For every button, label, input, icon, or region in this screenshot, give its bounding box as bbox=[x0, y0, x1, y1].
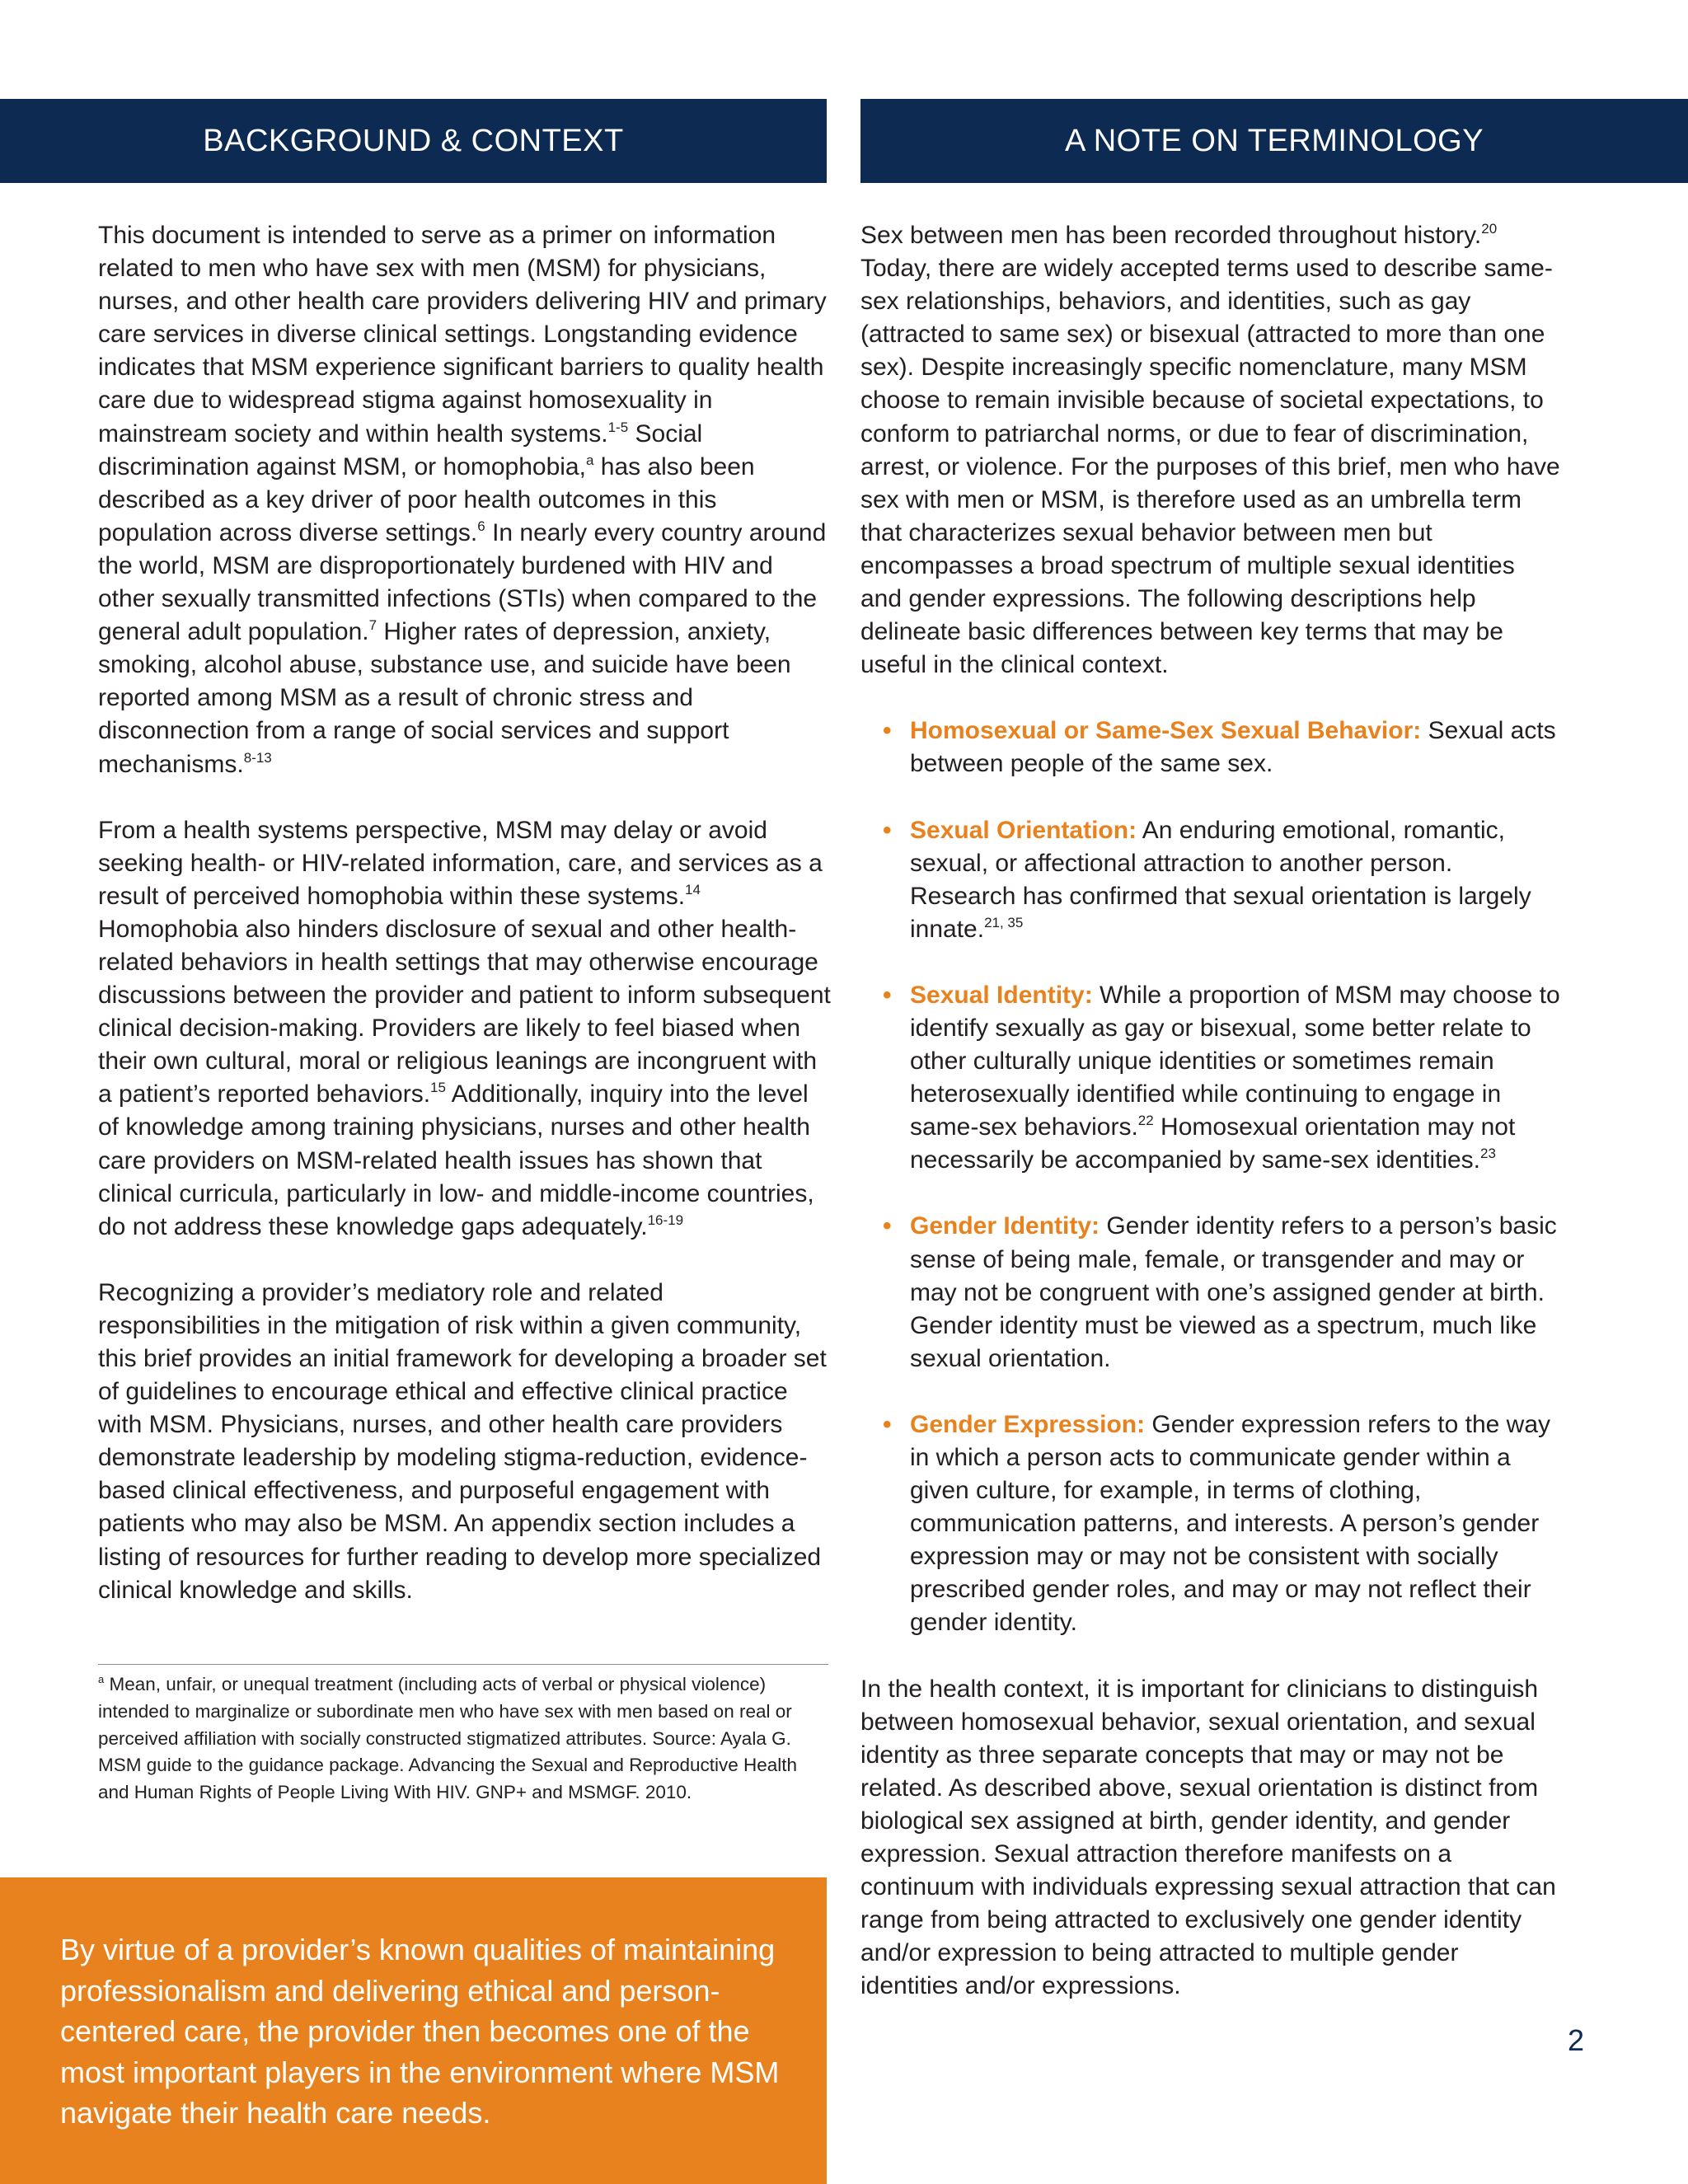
section-header-background-title: BACKGROUND & CONTEXT bbox=[203, 123, 624, 158]
text-run: This document is intended to serve as a primer on information related to men who have sex with men (MSM) for physicians, nurses, and other health care providers delivering HIV and primary care services in diverse clinical settings. Longstanding evidence indicates that MSM experience significant barriers to quality health care due to widespread stigma against homosexuality in mainstream society and within health systems. bbox=[98, 222, 827, 448]
text-run: has also been described as a key driver of poor health outcomes in this population across diverse settings. bbox=[98, 452, 755, 546]
terminology-closing-paragraph: In the health context, it is important for clinicians to distinguish between homosexual behavior, sexual orientation, and sexual identity as three separate concepts that may or may not be related. As described above, sexual orientation is distinct from biological sex assigned at birth, gender identity, and gender expression. Sexual attraction therefore manifests on a continuum with individuals expressing sexual attraction that can range from being attracted to exclusively one gender identity and/or expression to being attracted to multiple gender identities and/or expressions. bbox=[860, 1675, 1556, 2000]
text-run: Today, there are widely accepted terms used to describe same-sex relationships, behaviors, and identities, such as gay (attracted to same sex) or bisexual (attracted to more than one sex). Despite increasingly specific nomenclature, many MSM choose to remain invisible because of societal expectations, to conform to patriarchal norms, or due to fear of discrimination, arrest, or violence. For the purposes of this brief, men who have sex with men or MSM, is therefore used as an umbrella term that characterizes sexual behavior between men but encompasses a broad spectrum of multiple sexual identities and gender expressions. The following descriptions help delineate basic differences between key terms that may be useful in the clinical context. bbox=[860, 255, 1560, 679]
section-header-terminology bbox=[860, 99, 1688, 183]
bullet-icon: • bbox=[883, 1212, 892, 1240]
text-run: Homophobia also hinders disclosure of sexual and other health-related behaviors in health settings that may otherwise encourage discussions between the provider and patient to inform subsequent clinical decision-making. Providers are likely to feel biased when their own cultural, moral or religious leanings are incongruent with a patient’s reported behaviors. bbox=[98, 915, 831, 1108]
citation-superscript: 16-19 bbox=[647, 1212, 684, 1228]
citation-superscript: 7 bbox=[368, 617, 377, 634]
citation-superscript: 14 bbox=[685, 881, 701, 898]
term-definition: Sexual acts between people of the same sex. bbox=[910, 717, 1556, 778]
citation-superscript: 8-13 bbox=[243, 749, 272, 766]
term-definition-continued: Homosexual orientation may not necessarily be accompanied by same-sex identities. bbox=[910, 1113, 1516, 1174]
text-run: Social discrimination against MSM, or homophobia, bbox=[98, 419, 703, 480]
term-label: Homosexual or Same-Sex Sexual Behavior: bbox=[910, 717, 1422, 745]
term-label: Sexual Identity: bbox=[910, 981, 1093, 1009]
bullet-icon: • bbox=[883, 981, 892, 1009]
terminology-intro bbox=[860, 219, 1561, 682]
background-paragraph-2 bbox=[98, 814, 832, 1244]
citation-superscript: 22 bbox=[1137, 1113, 1154, 1129]
term-item-gender-expression bbox=[860, 1408, 1561, 1640]
term-definition: Gender expression refers to the way in which a person acts to communicate gender within a given culture, for example, in terms of clothing, communication patterns, and interests. A person’s gender expression may or may not be consistent with socially prescribed gender roles, and may or may not reflect their gender identity. bbox=[910, 1410, 1551, 1637]
citation-superscript: 23 bbox=[1480, 1146, 1496, 1162]
citation-superscript: 6 bbox=[477, 518, 485, 534]
term-item-sexual-identity bbox=[860, 979, 1561, 1178]
term-definition: Gender identity refers to a person’s basic sense of being male, female, or transgender and may or may not be congruent with one’s assigned gender at birth. Gender identity must be viewed as a spectrum, much like sexual orientation. bbox=[910, 1212, 1557, 1372]
pull-quote-text: By virtue of a provider’s known qualities of maintaining professionalism and delivering ethical and person-centered care, the provider then becomes one of the most important players in the environment where MSM navigate their health care needs. bbox=[60, 1933, 780, 2130]
citation-superscript: 15 bbox=[430, 1080, 446, 1096]
text-run: Higher rates of depression, anxiety, smoking, alcohol abuse, substance use, and suicide have been reported among MSM as a result of chronic stress and disconnection from a range of social services and support mechanisms. bbox=[98, 618, 791, 778]
term-item-sexual-orientation bbox=[860, 814, 1561, 946]
text-run: In nearly every country around the world, MSM are disproportionately burdened with HIV and other sexually transmitted infections (STIs) when compared to the general adult population. bbox=[98, 518, 827, 646]
pull-quote-callout bbox=[0, 1877, 827, 2184]
text-run: From a health systems perspective, MSM may delay or avoid seeking health- or HIV-related information, care, and services as a result of perceived homophobia within these systems. bbox=[98, 816, 823, 910]
bullet-icon: • bbox=[883, 717, 892, 745]
footnote-text: Mean, unfair, or unequal treatment (including acts of verbal or physical violence) intended to marginalize or subordinate men who have sex with men based on real or perceived affiliation with socially constructed stigmatized attributes. Source: Ayala G. MSM guide to the guidance package. Advancing the Sexual and Reproductive Health and Human Rights of People Living With HIV. GNP+ and MSMGF. 2010. bbox=[98, 1674, 798, 1803]
term-label: Gender Identity: bbox=[910, 1212, 1100, 1240]
term-label: Gender Expression: bbox=[910, 1410, 1146, 1438]
citation-superscript: 1-5 bbox=[607, 419, 629, 435]
footnote-marker: a bbox=[585, 452, 594, 468]
citation-superscript: 21, 35 bbox=[984, 914, 1024, 930]
footnote-marker: a bbox=[98, 1673, 105, 1685]
term-definition: While a proportion of MSM may choose to identify sexually as gay or bisexual, some better relate to other culturally unique identities or sometimes remain heterosexually identified while continuing to engage in same-sex behaviors. bbox=[910, 981, 1560, 1141]
term-label: Sexual Orientation: bbox=[910, 816, 1137, 844]
page-number: 2 bbox=[1568, 2023, 1585, 2057]
term-item-gender-identity bbox=[860, 1210, 1561, 1375]
background-column bbox=[98, 219, 832, 1607]
term-definition: An enduring emotional, romantic, sexual, or affectional attraction to another person. Research has confirmed that sexual orientation is largely innate. bbox=[910, 816, 1531, 943]
terminology-column bbox=[860, 219, 1561, 2004]
terms-list bbox=[860, 715, 1561, 1639]
section-header-background bbox=[0, 99, 827, 183]
background-paragraph-3: Recognizing a provider’s mediatory role and related responsibilities in the mitigation of risk within a given community, this brief provides an initial framework for developing a broader set of guidelines to encourage ethical and effective clinical practice with MSM. Physicians, nurses, and other health care providers demonstrate leadership by modeling stigma-reduction, evidence-based clinical effectiveness, and purposeful engagement with patients who may also be MSM. An appendix section includes a listing of resources for further reading to develop more specialized clinical knowledge and skills. bbox=[98, 1278, 827, 1604]
term-item-same-sex-behavior bbox=[860, 715, 1561, 780]
section-header-terminology-title: A NOTE ON TERMINOLOGY bbox=[1064, 123, 1484, 158]
bullet-icon: • bbox=[883, 816, 892, 844]
text-run: Additionally, inquiry into the level of knowledge among training physicians, nurses and other health care providers on MSM-related health issues has shown that clinical curricula, particularly in low- and middle-income countries, do not address these knowledge gaps adequately. bbox=[98, 1080, 814, 1240]
bullet-icon: • bbox=[883, 1410, 892, 1438]
citation-superscript: 20 bbox=[1481, 221, 1498, 237]
footnote bbox=[98, 1664, 828, 1807]
background-paragraph-1 bbox=[98, 219, 832, 781]
text-run: Sex between men has been recorded throughout history. bbox=[860, 222, 1482, 249]
